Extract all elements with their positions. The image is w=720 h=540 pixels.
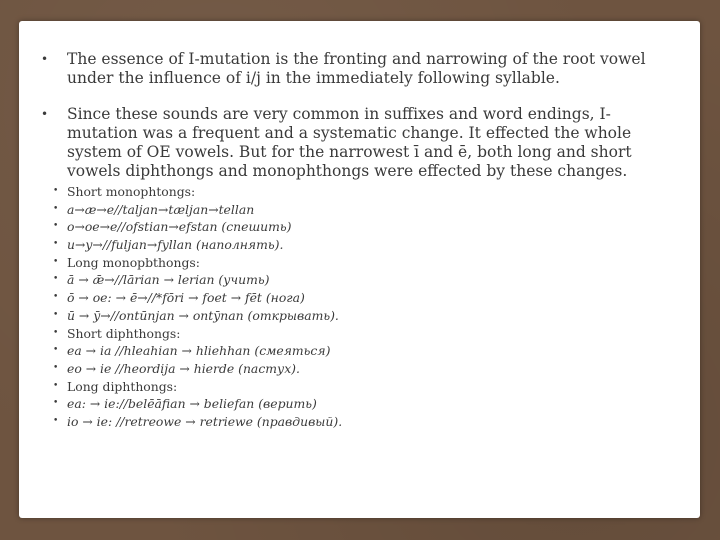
list-item-text: Long monopbthongs: [67,254,200,270]
list-item [55,218,655,236]
bullet-icon: • [53,362,59,373]
list-item [55,378,655,396]
bullet-icon: • [41,52,49,66]
list-item-text: ea → ia //hleahian → hliehhan (смеяться) [67,343,331,359]
list-item [55,307,655,325]
list-item-text: Long diphthongs: [67,378,178,394]
list-item-text: o→oe→e//ofstian→efstan (спешить) [67,219,292,235]
bullet-icon: • [53,380,59,391]
list-item-text: eo → ie //heordija → hierde (пастух). [67,360,300,376]
list-item-text: ō → oe: → ē→//*fōri → foet → fēt (нога) [67,290,305,306]
list-item [55,271,655,289]
paragraph-text: The essence of I-mutation is the fronting and narrowing of the root vowel under the influence of i/j in the immediately following syllable. [67,50,646,87]
bullet-icon: • [53,239,59,250]
bullet-icon: • [53,292,59,303]
list-item-text: Short diphthongs: [67,325,181,341]
vowel-change-list [55,183,655,431]
list-item-text: a→æ→e//taljan→tæljan→tellan [67,201,255,217]
list-item-text: u→y→//fuljan→fyllan (наполнять). [67,237,284,253]
list-item [55,236,655,254]
bullet-icon: • [41,107,49,121]
list-item [55,325,655,343]
list-item [55,183,655,201]
list-item-text: ā → ǣ→//lārian → lerian (учить) [67,272,270,288]
list-item-text: io → ie: //retreowe → retriewe (правдивый). [67,413,343,429]
bullet-icon: • [53,398,59,409]
list-item [55,289,655,307]
bullet-icon: • [53,415,59,426]
list-item-text: Short monophtongs: [67,184,196,199]
bullet-icon: • [53,327,59,338]
list-item [55,413,655,431]
paragraph-item [41,105,675,181]
bullet-icon: • [53,309,59,320]
bullet-icon: • [53,256,59,267]
slide-content [19,21,700,518]
list-item [55,201,655,219]
list-item-text: ū → ȳ→//ontūnjan → ontȳnan (открывать). [67,307,339,323]
list-item-text: ea: → ie://belēāfian → beliefan (верить) [67,396,317,412]
bullet-icon: • [53,345,59,356]
list-item [55,395,655,413]
bullet-icon: • [53,186,59,196]
list-item [55,360,655,378]
paragraph-item [41,50,675,88]
list-item [55,254,655,272]
paragraph-text: Since these sounds are very common in suffixes and word endings, I-mutation was a frequent and a systematic change. It effected the whole system of OE vowels. But for the narrowest ī and ē, both long and short vowels diphthongs and monophthongs were effected by these changes. [67,105,632,180]
bullet-icon: • [53,274,59,285]
bullet-icon: • [53,221,59,232]
list-item [55,342,655,360]
bullet-icon: • [53,203,59,214]
